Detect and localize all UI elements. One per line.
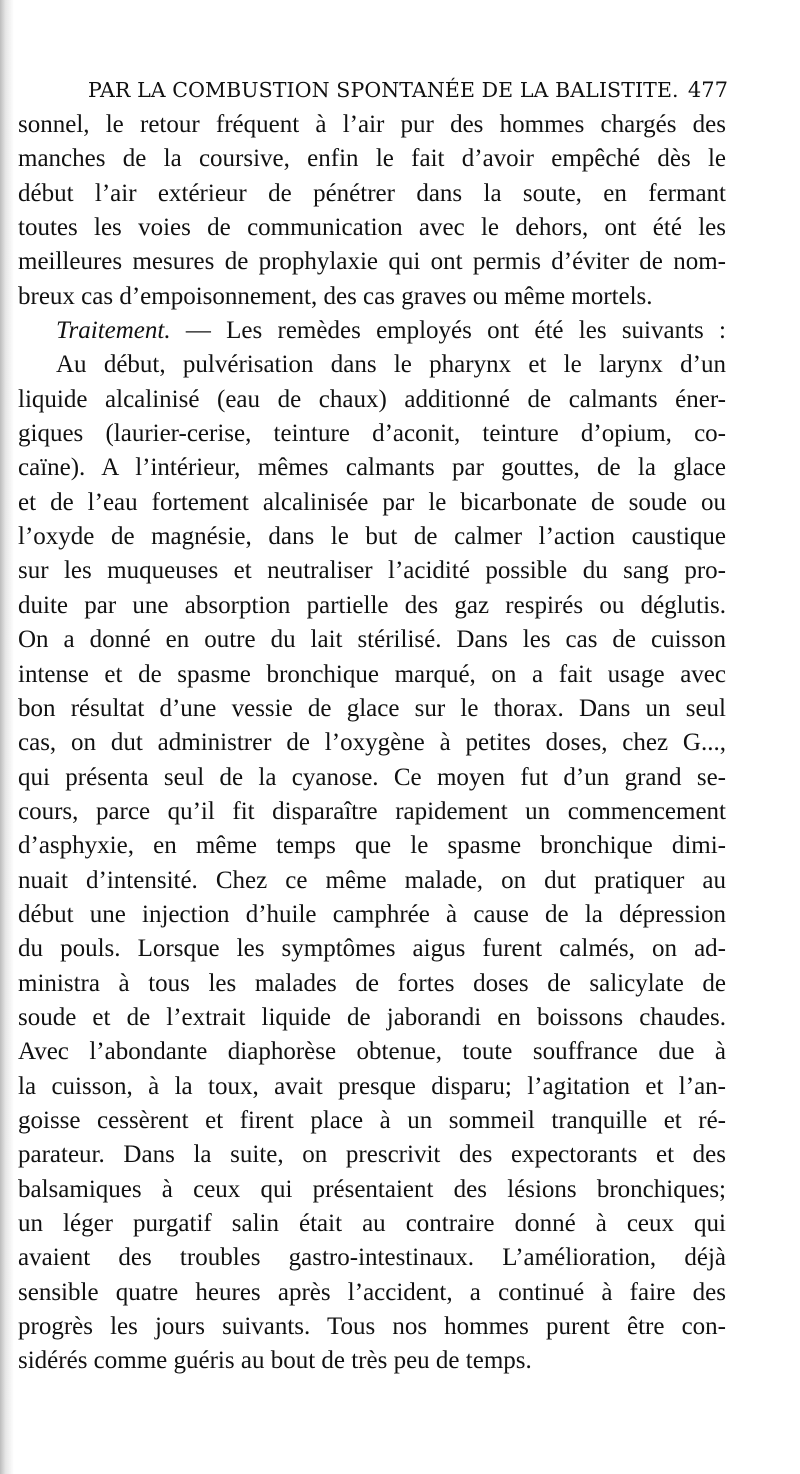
text-line: duite par une absorption partielle des gaz respirés ou déglutis.	[18, 591, 726, 619]
text-line: début une injection d’huile camphrée à cause de la dépression	[18, 900, 726, 928]
text-line: sur les muqueuses et neutraliser l’acidité possible du sang pro-	[18, 557, 726, 585]
text-line: nuait d’intensité. Chez ce même malade, on dut pratiquer au	[18, 866, 726, 894]
text-line: sensible quatre heures après l’accident, a continué à faire des	[18, 1278, 726, 1306]
text-line: et de l’eau fortement alcalinisée par le bicarbonate de soude ou	[18, 488, 726, 516]
section-dash: —	[170, 317, 227, 345]
text-line: progrès les jours suivants. Tous nos hommes purent être con-	[18, 1313, 726, 1341]
text-line: la cuisson, à la toux, avait presque disparu; l’agitation et l’an-	[18, 1072, 726, 1100]
text-line: bon résultat d’une vessie de glace sur le thorax. Dans un seul	[18, 694, 726, 722]
text-line: On a donné en outre du lait stérilisé. Dans les cas de cuisson	[18, 626, 726, 654]
text-line: caïne). A l’intérieur, mêmes calmants par gouttes, de la glace	[18, 454, 726, 482]
text-line: cas, on dut administrer de l’oxygène à petites doses, chez G...,	[18, 729, 726, 757]
text-line: breux cas d’empoisonnement, des cas graves ou même mortels.	[18, 282, 653, 310]
text-line: l’oxyde de magnésie, dans le but de calmer l’action caustique	[18, 523, 726, 551]
text-line: manches de la coursive, enfin le fait d’avoir empêché dès le	[18, 145, 726, 173]
text-line: qui présenta seul de la cyanose. Ce moyen fut d’un grand se-	[18, 763, 726, 791]
text-line: cours, parce qu’il fit disparaître rapidement un commencement	[18, 797, 726, 825]
section-intro: Les remèdes employés ont été les suivants :	[226, 317, 726, 345]
section-heading-line	[18, 314, 726, 348]
text-line: Avec l’abondante diaphorèse obtenue, toute souffrance due à	[18, 1038, 726, 1066]
text-line: un léger purgatif salin était au contraire donné à ceux qui	[18, 1210, 726, 1237]
text-line: liquide alcalinisé (eau de chaux) additionné de calmants éner-	[18, 385, 726, 413]
running-title: PAR LA COMBUSTION SPONTANÉE DE LA BALISTITE.	[88, 78, 679, 102]
text-line: Au début, pulvérisation dans le pharynx et le larynx d’un	[56, 351, 726, 379]
text-line: soude et de l’extrait liquide de jaborandi en boissons chaudes.	[18, 1003, 726, 1031]
text-line: du pouls. Lorsque les symptômes aigus furent calmés, on ad-	[18, 935, 726, 963]
text-line: toutes les voies de communication avec le dehors, ont été les	[18, 214, 726, 242]
running-head	[88, 74, 728, 107]
text-line: balsamiques à ceux qui présentaient des lésions bronchiques;	[18, 1175, 726, 1203]
text-line: sidérés comme guéris au bout de très peu de temps.	[18, 1347, 532, 1375]
text-line: sonnel, le retour fréquent à l’air pur des hommes chargés des	[18, 111, 726, 138]
text-line: début l’air extérieur de pénétrer dans la soute, en fermant	[18, 179, 726, 207]
text-line: d’asphyxie, en même temps que le spasme bronchique dimi-	[18, 832, 726, 860]
page-number: 477	[687, 78, 728, 102]
body-text	[18, 108, 726, 1379]
text-line: intense et de spasme bronchique marqué, on a fait usage avec	[18, 660, 726, 688]
text-line: goisse cessèrent et firent place à un sommeil tranquille et ré-	[18, 1106, 726, 1134]
section-heading: Traitement.	[56, 317, 171, 345]
text-line: parateur. Dans la suite, on prescrivit des expectorants et des	[18, 1141, 726, 1169]
text-line: giques (laurier-cerise, teinture d’aconit, teinture d’opium, co-	[18, 420, 726, 448]
text-line: ministra à tous les malades de fortes doses de salicylate de	[18, 969, 726, 997]
text-line: avaient des troubles gastro-intestinaux. L’amélioration, déjà	[18, 1244, 726, 1272]
text-line: meilleures mesures de prophylaxie qui ont permis d’éviter de nom-	[18, 248, 726, 276]
